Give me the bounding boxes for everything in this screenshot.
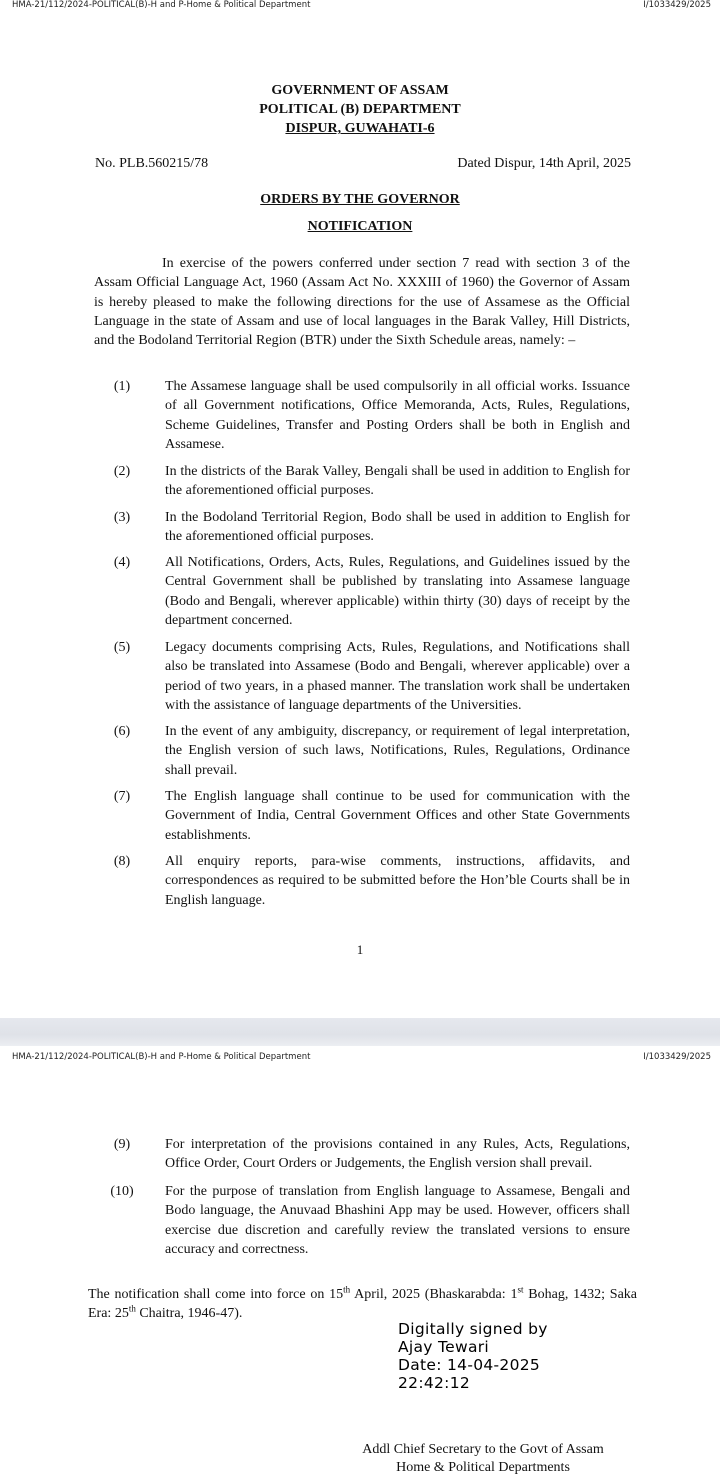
list-item-text: For interpretation of the provisions contained in any Rules, Acts, Regulations, Office Order, Court Orders or Judgements, the English version shall prevail. (165, 1137, 630, 1172)
list-item-number: (7) (113, 789, 131, 804)
list-item-number: (5) (113, 640, 131, 655)
list-item (94, 377, 630, 454)
list-item (94, 787, 630, 845)
letterhead (0, 81, 720, 138)
ordinal-suffix: st (517, 1284, 524, 1295)
list-item (94, 1135, 630, 1174)
list-item-number: (3) (113, 510, 131, 525)
effective-text-2: April, 2025 (Bhaskarabda: 1 (350, 1287, 518, 1302)
list-item (94, 852, 630, 910)
list-item (94, 462, 630, 501)
reference-date: Dated Dispur, 14th April, 2025 (457, 156, 631, 171)
signature-date: Date: 14-04-2025 (398, 1356, 541, 1374)
signer-name: Ajay Tewari (398, 1338, 490, 1356)
list-item-text: For the purpose of translation from English language to Assamese, Bengali and Bodo language, the Anuvaad Bhashini App may be used. However, officers shall exercise due discretion and carefully review the translated versions to ensure accuracy and correctness. (165, 1184, 630, 1257)
receipt-number: I/1033429/2025 (643, 1052, 711, 1062)
notification-title: NOTIFICATION (307, 219, 413, 234)
reference-number: No. PLB.560215/78 (95, 156, 209, 171)
file-reference: HMA-21/112/2024-POLITICAL(B)-H and P-Home & Political Department (12, 1052, 311, 1062)
ordinal-suffix: th (128, 1303, 136, 1314)
signatory-designation (330, 1441, 636, 1477)
list-item-number: (2) (113, 464, 131, 479)
list-item-text: Legacy documents comprising Acts, Rules, Regulations, and Notifications shall also be translated into Assamese (Bodo and Bengali, wherever applicable) over a period of two years, in a phased manner. The translation work shall be undertaken with the assistance of language departments of the Universities. (165, 640, 630, 713)
list-item (94, 722, 630, 780)
list-item-number: (8) (113, 854, 131, 869)
list-item-text: The English language shall continue to be used for communication with the Government of India, Central Government Offices and other State Governments establishments. (165, 789, 630, 843)
digital-signature-stamp (398, 1320, 548, 1392)
effective-text-1: The notification shall come into force on 15 (88, 1287, 344, 1302)
letterhead-address: DISPUR, GUWAHATI-6 (285, 121, 435, 136)
document-page-2 (0, 1046, 720, 1479)
preamble-paragraph: In exercise of the powers conferred under section 7 read with section 3 of the Assam Official Language Act, 1960 (Assam Act No. XXXIII of 1960) the Governor of Assam is hereby pleased to make the following directions for the use of Assamese as the Official Language in the state of Assam and use of local languages in the Barak Valley, Hill Districts, and the Bodoland Territorial Region (BTR) under the Sixth Schedule areas, namely: – (94, 256, 630, 349)
effective-text-3: Bohag, 1432; Saka Era: 25 (88, 1287, 638, 1322)
effective-date-paragraph (88, 1285, 637, 1324)
list-item-text: In the Bodoland Territorial Region, Bodo shall be used in addition to English for the aforementioned official purposes. (165, 510, 630, 545)
page-header (0, 0, 720, 12)
signature-time: 22:42:12 (398, 1374, 471, 1392)
list-item-text: In the districts of the Barak Valley, Bengali shall be used in addition to English for the aforementioned official purposes. (165, 464, 630, 499)
effective-text-4: Chaitra, 1946-47). (135, 1306, 243, 1322)
receipt-number: I/1033429/2025 (643, 0, 711, 10)
letterhead-government: GOVERNMENT OF ASSAM (271, 83, 449, 98)
list-item (94, 638, 630, 715)
list-item-number: (9) (113, 1137, 131, 1152)
letterhead-department: POLITICAL (B) DEPARTMENT (259, 102, 461, 117)
list-item (94, 1182, 630, 1259)
designation-line-1: Addl Chief Secretary to the Govt of Assam (362, 1442, 604, 1457)
file-reference: HMA-21/112/2024-POLITICAL(B)-H and P-Home & Political Department (12, 0, 311, 10)
list-item-number: (1) (113, 379, 131, 394)
ordinal-suffix: th (343, 1284, 351, 1295)
list-item-text: All Notifications, Orders, Acts, Rules, Regulations, and Guidelines issued by the Central Government shall be published by translating into Assamese language (Bodo and Bengali, wherever applicable) within thirty (30) days of receipt by the department concerned. (165, 555, 630, 628)
designation-line-2: Home & Political Departments (396, 1460, 570, 1475)
signature-line-1: Digitally signed by (398, 1320, 548, 1338)
list-item-number: (6) (113, 724, 131, 739)
page-separator (0, 1018, 720, 1046)
list-item-text: All enquiry reports, para-wise comments, instructions, affidavits, and correspondences as required to be submitted before the Hon’ble Courts shall be in English language. (165, 854, 630, 908)
list-item (94, 508, 630, 547)
page-header (0, 1052, 720, 1064)
list-item (94, 553, 630, 630)
list-item-text: In the event of any ambiguity, discrepancy, or requirement of legal interpretation, the English version of such laws, Notifications, Rules, Regulations, Ordinance shall prevail. (165, 724, 630, 778)
page-number: 1 (356, 942, 364, 957)
list-item-number: (4) (113, 555, 131, 570)
list-item-text: The Assamese language shall be used compulsorily in all official works. Issuance of all Government notifications, Office Memoranda, Acts, Rules, Regulations, Scheme Guidelines, Transfer and Posting Orders shall be both in English and Assamese. (165, 379, 630, 452)
orders-title: ORDERS BY THE GOVERNOR (260, 192, 460, 207)
list-item-number: (10) (110, 1184, 134, 1199)
